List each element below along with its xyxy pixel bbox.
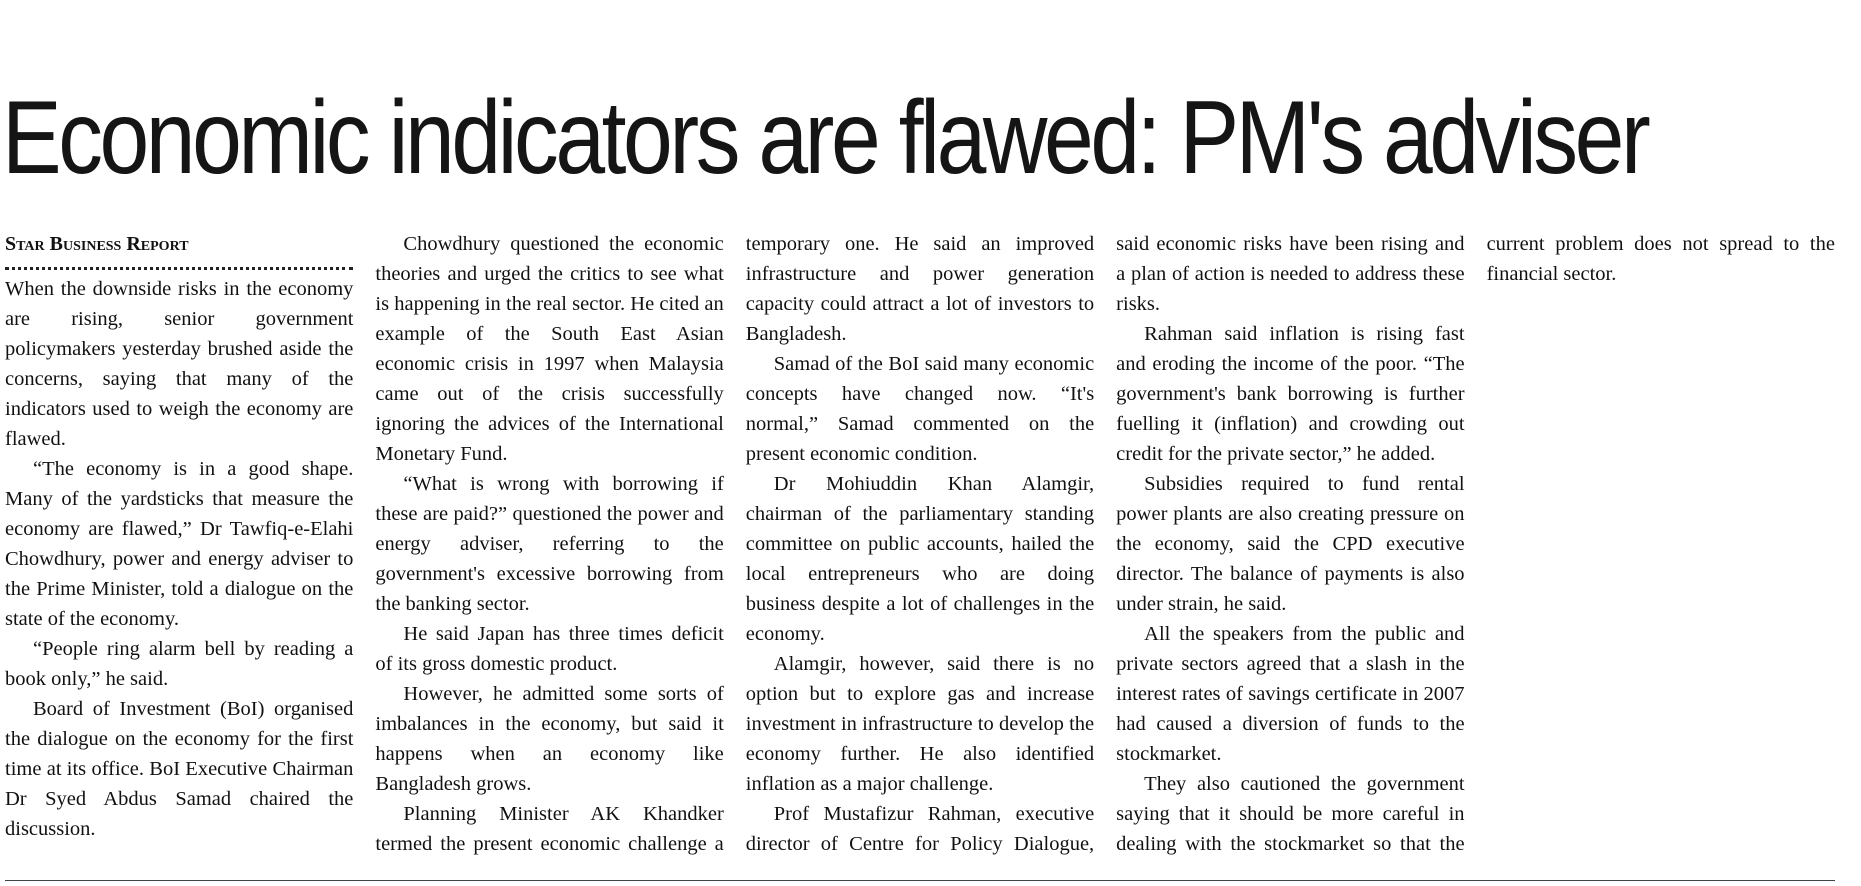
paragraph: Prof Mustafizur Rahman, executive director of Centre for Policy Dialogue, said economic risks have been rising and a plan of action is needed to address these risks. [745, 233, 1465, 855]
paragraph: Planning Minister AK Khandker termed the present economic challenge a temporary one. He said an improved infrastructure and power generation capacity could attract a lot of investors to Bangladesh. [375, 233, 1095, 855]
paragraph: He said Japan has three times deficit of its gross domestic product. [375, 623, 724, 675]
paragraph: However, he admitted some sorts of imbalances in the economy, but said it happens when an economy like Bangladesh grows. [375, 683, 724, 795]
paragraph: Subsidies required to fund rental power plants are also creating pressure on the economy, said the CPD executive director. The balance of payments is also under strain, he said. [1116, 473, 1465, 615]
paragraph: Alamgir, however, said there is no option but to explore gas and increase investment in infrastructure to develop the economy further. He also identified inflation as a major challenge. [745, 653, 1095, 795]
paragraph: Chowdhury questioned the economic theories and urged the critics to see what is happening in the real sector. He cited an example of the South East Asian economic crisis in 1997 when Malaysia came out of the crisis successfully ignoring the advices of the International Monetary Fund. [375, 233, 724, 465]
paragraph: When the downside risks in the economy are rising, senior government policymakers yesterday brushed aside the concerns, saying that many of the indicators used to weigh the economy are flawed. [5, 278, 354, 450]
paragraph: All the speakers from the public and private sectors agreed that a slash in the interest rates of savings certificate in 2007 had caused a diversion of funds to the stockmarket. [1116, 623, 1465, 765]
byline-dotted-divider [5, 259, 353, 270]
headline: Economic indicators are flawed: PM's adviser [2, 80, 1648, 196]
paragraph: Samad of the BoI said many economic concepts have changed now. “It's normal,” Samad commented on the present economic condition. [745, 353, 1095, 465]
byline: Star Business Report [5, 233, 189, 255]
paragraph: Dr Mohiuddin Khan Alamgir, chairman of the parliamentary standing committee on public accounts, hailed the local entrepreneurs who are doing business despite a lot of challenges in the economy. [745, 473, 1095, 645]
paragraph: They also cautioned the government saying that it should be more careful in dealing with the stockmarket so that the current problem does not spread to the financial sector. [1116, 233, 1835, 855]
paragraph: “What is wrong with borrowing if these are paid?” questioned the power and energy adviser, referring to the government's excessive borrowing from the banking sector. [375, 473, 724, 615]
paragraph: “The economy is in a good shape. Many of the yardsticks that measure the economy are flawed,” Dr Tawfiq-e-Elahi Chowdhury, power and energy adviser to the Prime Minister, told a dialogue on the state of the economy. [5, 458, 354, 630]
article-body [5, 229, 1835, 869]
bottom-rule [5, 880, 1835, 881]
paragraph: Board of Investment (BoI) organised the dialogue on the economy for the first time at its office. BoI Executive Chairman Dr Syed Abdus Samad chaired the discussion. [5, 698, 354, 840]
paragraph: “People ring alarm bell by reading a book only,” he said. [5, 638, 354, 690]
paragraph: Rahman said inflation is rising fast and eroding the income of the poor. “The government's bank borrowing is further fuelling it (inflation) and crowding out credit for the private sector,” he added. [1116, 323, 1465, 465]
